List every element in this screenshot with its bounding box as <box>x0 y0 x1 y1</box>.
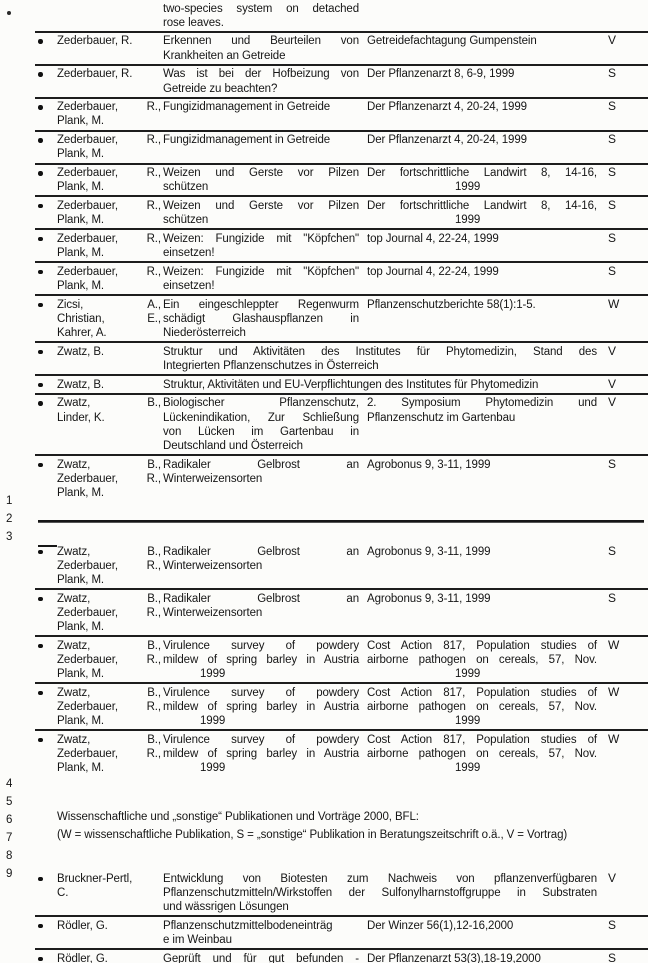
bullet-icon <box>38 72 43 77</box>
author-line: Plank, M. <box>57 247 105 260</box>
author-line: Zederbauer, R., <box>57 748 161 761</box>
source-cell <box>367 34 597 48</box>
title-line: Virulence survey of powdery <box>163 639 359 652</box>
table-row <box>35 590 648 637</box>
title-cell <box>163 34 359 62</box>
source-line: Der fortschrittliche Landwirt 8, 14-16, <box>367 199 597 212</box>
table-row <box>35 0 648 33</box>
bullet-icon <box>38 204 43 209</box>
bullet-cell <box>35 872 57 882</box>
author-line: Rödler, G. <box>57 952 108 963</box>
table-row <box>35 343 648 376</box>
title-line: schützen <box>163 214 209 227</box>
bullet-icon <box>38 383 43 388</box>
table-row <box>35 950 648 963</box>
title-line: Weizen: Fungizide mit "Köpfchen" <box>163 265 359 278</box>
title-line: Weizen: Fungizide mit "Köpfchen" <box>163 232 359 245</box>
author-line: Zederbauer, R., <box>57 653 161 666</box>
title-cell <box>163 639 359 682</box>
title-line: Radikaler Gelbrost an <box>163 545 359 558</box>
bullet-icon <box>38 39 43 44</box>
title-line: Lückenindikation, Zur Schließung <box>163 411 359 424</box>
title-line: Niederösterreich <box>163 327 246 340</box>
table-row <box>35 917 648 950</box>
page-break-divider-line <box>38 520 644 523</box>
title-line: 1999 <box>200 668 226 681</box>
title-cell <box>163 67 359 95</box>
title-line: Pflanzenschutzmittelbodeneinträg <box>163 919 333 932</box>
authors-cell <box>57 166 161 194</box>
source-line: airborne pathogen on cereals, 57, Nov. <box>367 701 597 714</box>
table-row <box>35 165 648 198</box>
title-cell <box>163 166 359 194</box>
title-line: schädigt Glashauspflanzen in <box>163 312 359 325</box>
bullet-cell <box>35 298 57 308</box>
publication-type-cell: S <box>608 230 616 245</box>
bullet-cell <box>35 34 57 44</box>
authors-cell <box>57 133 161 161</box>
publication-type-cell: S <box>608 950 616 963</box>
title-cell <box>163 133 359 147</box>
author-line: Plank, M. <box>57 762 105 775</box>
table-row <box>35 731 648 776</box>
publication-type-cell: W <box>608 637 620 652</box>
stray-bullet-mark <box>7 11 11 15</box>
publication-type-cell: V <box>608 395 616 410</box>
title-line: Deutschland und Österreich <box>163 439 303 452</box>
title-cell <box>163 396 359 453</box>
title-line: Pflanzenschutzmitteln/Wirkstoffen der Sulfonylharnstoffgruppe in Substraten <box>163 886 597 899</box>
author-line: Plank, M. <box>57 621 105 634</box>
author-line: Bruckner-Pertl, <box>57 872 133 885</box>
title-line: Weizen und Gerste vor Pilzen <box>163 167 359 180</box>
publication-type-cell: S <box>608 165 616 180</box>
source-cell <box>367 67 597 81</box>
title-cell <box>163 458 359 486</box>
title-cell <box>163 592 359 620</box>
title-cell <box>163 232 359 260</box>
bullet-icon <box>38 270 43 275</box>
source-line: Cost Action 817, Population studies of <box>367 639 597 652</box>
title-cell <box>163 919 359 947</box>
table-row <box>35 197 648 230</box>
margin-line-number: 2 <box>6 513 13 525</box>
margin-line-number: 7 <box>6 832 13 844</box>
author-line: Zederbauer, R., <box>57 199 161 212</box>
title-line: Virulence survey of powdery <box>163 686 359 699</box>
author-line: Zederbauer, R., <box>57 701 161 714</box>
table-row <box>35 263 648 296</box>
source-line: Der Pflanzenarzt 8, 6-9, 1999 <box>367 68 515 81</box>
author-line: Zwatz, B., <box>57 639 161 652</box>
source-cell <box>367 545 597 559</box>
author-line: Zwatz, B., <box>57 397 161 410</box>
authors-cell <box>57 232 161 260</box>
publication-type-cell: S <box>608 543 616 558</box>
table-row <box>35 395 648 456</box>
source-cell <box>367 265 597 279</box>
author-line: Plank, M. <box>57 181 105 194</box>
title-cell <box>163 733 359 776</box>
title-line: e im Weinbau <box>163 933 232 946</box>
source-cell <box>367 733 597 776</box>
bullet-icon <box>38 957 43 962</box>
authors-cell <box>57 378 161 392</box>
author-line: Christian, E., <box>57 312 161 325</box>
margin-line-number: 6 <box>6 814 13 826</box>
source-cell <box>367 686 597 729</box>
publications-table-2000 <box>35 870 648 963</box>
title-cell <box>163 298 359 341</box>
title-line: einsetzen! <box>163 247 215 260</box>
publication-type-cell: S <box>608 132 616 147</box>
source-line: Cost Action 817, Population studies of <box>367 686 597 699</box>
bullet-icon <box>38 138 43 143</box>
source-line: Pflanzenschutzberichte 58(1):1-5. <box>367 298 536 311</box>
margin-line-number: 8 <box>6 850 13 862</box>
author-line: Plank, M. <box>57 668 105 681</box>
author-line: Linder, K. <box>57 411 105 424</box>
title-line: two-species system on detached <box>163 2 359 15</box>
source-cell <box>367 166 597 194</box>
authors-cell <box>57 545 161 588</box>
authors-cell <box>57 34 161 48</box>
title-line: mildew of spring barley in Austria <box>163 653 359 666</box>
title-line: Radikaler Gelbrost an <box>163 458 359 471</box>
source-line: top Journal 4, 22-24, 1999 <box>367 232 499 245</box>
margin-line-numbers-top <box>6 492 12 546</box>
source-line: 1999 <box>455 668 481 681</box>
bullet-icon <box>38 644 43 649</box>
title-cell <box>163 100 359 114</box>
source-line: Agrobonus 9, 3-11, 1999 <box>367 458 491 471</box>
bullet-cell <box>35 919 57 929</box>
publications-table-1999 <box>35 0 648 501</box>
bullet-icon <box>38 738 43 743</box>
margin-line-number: 4 <box>6 778 13 790</box>
table-row <box>35 456 648 501</box>
source-cell <box>367 232 597 246</box>
title-line: einsetzen! <box>163 279 215 292</box>
bullet-cell <box>35 232 57 242</box>
author-line: Zederbauer, R. <box>57 35 133 48</box>
author-line: Zicsi, A., <box>57 298 161 311</box>
publication-type-cell: W <box>608 296 620 311</box>
author-line: Plank, M. <box>57 214 105 227</box>
source-line: 1999 <box>455 762 481 775</box>
publication-type-cell: S <box>608 590 616 605</box>
author-line: Zederbauer, R., <box>57 606 161 619</box>
source-line: Der fortschrittliche Landwirt 8, 14-16, <box>367 167 597 180</box>
authors-cell <box>57 396 161 424</box>
source-cell <box>367 458 597 472</box>
publications-table-1999-continued <box>35 543 648 777</box>
title-line: rose leaves. <box>163 16 224 29</box>
title-line: 1999 <box>200 715 226 728</box>
title-cell <box>163 686 359 729</box>
title-line: mildew of spring barley in Austria <box>163 701 359 714</box>
author-line: Zederbauer, R., <box>57 232 161 245</box>
title-line: Erkennen und Beurteilen von <box>163 35 359 48</box>
bullet-icon <box>38 463 43 468</box>
author-line: C. <box>57 886 69 899</box>
table-row <box>35 870 648 917</box>
author-line: Kahrer, A. <box>57 327 107 340</box>
source-cell <box>367 952 597 963</box>
authors-cell <box>57 100 161 128</box>
bullet-cell <box>35 100 57 110</box>
source-line: Der Pflanzenarzt 53(3),18-19,2000 <box>367 952 541 963</box>
bullet-icon <box>38 924 43 929</box>
bullet-icon <box>38 303 43 308</box>
title-line: 1999 <box>200 762 226 775</box>
source-line: 1999 <box>455 181 481 194</box>
publication-type-cell: S <box>608 99 616 114</box>
author-line: Plank, M. <box>57 279 105 292</box>
table-row <box>35 684 648 731</box>
title-cell <box>163 952 359 963</box>
source-line: Der Winzer 56(1),12-16,2000 <box>367 919 514 932</box>
bullet-icon <box>38 597 43 602</box>
bullet-cell <box>35 952 57 962</box>
publication-type-cell: W <box>608 731 620 746</box>
source-line: Cost Action 817, Population studies of <box>367 733 597 746</box>
source-line: Getreidefachtagung Gumpenstein <box>367 35 537 48</box>
title-line: Struktur und Aktivitäten des Institutes für Phytomedizin, Stand des <box>163 345 597 358</box>
title-line: Entwicklung von Biotesten zum Nachweis von pflanzenverfügbaren <box>163 872 597 885</box>
table-row <box>35 33 648 66</box>
publication-type-cell: V <box>608 343 616 358</box>
bullet-icon <box>38 350 43 355</box>
title-line: Weizen und Gerste vor Pilzen <box>163 199 359 212</box>
title-line: Fungizidmanagement in Getreide <box>163 101 331 114</box>
publication-type-cell: W <box>608 684 620 699</box>
authors-cell <box>57 265 161 293</box>
author-line: Zwatz, B. <box>57 345 105 358</box>
bullet-cell <box>35 378 57 388</box>
title-line: Krankheiten an Getreide <box>163 49 286 62</box>
title-cell <box>163 199 359 227</box>
title-cell <box>163 545 359 573</box>
publication-type-cell: S <box>608 263 616 278</box>
bullet-icon <box>38 691 43 696</box>
author-line: Plank, M. <box>57 715 105 728</box>
title-line: mildew of spring barley in Austria <box>163 748 359 761</box>
publication-type-cell: S <box>608 66 616 81</box>
title-cell <box>163 265 359 293</box>
publication-type-cell: V <box>608 33 616 48</box>
author-line: Plank, M. <box>57 148 105 161</box>
authors-cell <box>57 639 161 682</box>
author-line: Zwatz, B., <box>57 686 161 699</box>
title-cell <box>163 378 597 392</box>
source-cell <box>367 100 597 114</box>
bullet-cell <box>35 592 57 602</box>
title-line: Winterweizensorten <box>163 606 263 619</box>
bullet-cell <box>35 67 57 77</box>
title-line: Biologischer Pflanzenschutz, <box>163 397 359 410</box>
title-cell <box>163 872 597 915</box>
bullet-icon <box>38 877 43 882</box>
authors-cell <box>57 733 161 776</box>
title-line: Winterweizensorten <box>163 559 263 572</box>
source-line: top Journal 4, 22-24, 1999 <box>367 265 499 278</box>
source-line: 2. Symposium Phytomedizin und <box>367 397 597 410</box>
bullet-cell <box>35 166 57 176</box>
author-line: Zederbauer, R., <box>57 559 161 572</box>
bullet-icon <box>38 237 43 242</box>
authors-cell <box>57 199 161 227</box>
title-line: Geprüft und für gut befunden - <box>163 952 359 963</box>
margin-line-numbers-bottom <box>6 775 12 883</box>
source-line: Der Pflanzenarzt 4, 20-24, 1999 <box>367 134 527 147</box>
table-row <box>35 99 648 132</box>
author-line: Zwatz, B., <box>57 592 161 605</box>
source-cell <box>367 298 597 312</box>
bullet-cell <box>35 686 57 696</box>
source-line: Agrobonus 9, 3-11, 1999 <box>367 592 491 605</box>
author-line: Zederbauer, R., <box>57 472 161 485</box>
margin-line-number: 5 <box>6 796 13 808</box>
table-row <box>35 230 648 263</box>
authors-cell <box>57 345 161 359</box>
title-line: Virulence survey of powdery <box>163 733 359 746</box>
bullet-cell <box>35 265 57 275</box>
publication-type-cell: S <box>608 197 616 212</box>
authors-cell <box>57 686 161 729</box>
source-line: 1999 <box>455 715 481 728</box>
source-cell <box>367 199 597 227</box>
bullet-icon <box>38 105 43 110</box>
publication-type-cell: S <box>608 456 616 471</box>
title-line: Winterweizensorten <box>163 472 263 485</box>
title-line: schützen <box>163 181 209 194</box>
source-line: airborne pathogen on cereals, 57, Nov. <box>367 653 597 666</box>
author-line: Zederbauer, R. <box>57 68 133 81</box>
bullet-cell <box>35 639 57 649</box>
table-row <box>35 132 648 165</box>
source-line: Pflanzenschutz im Gartenbau <box>367 411 516 424</box>
title-cell <box>163 345 597 373</box>
source-cell <box>367 396 597 424</box>
source-cell <box>367 592 597 606</box>
bullet-cell <box>35 345 57 355</box>
author-line: Zwatz, B., <box>57 733 161 746</box>
author-line: Zwatz, B., <box>57 458 161 471</box>
source-line: 1999 <box>455 214 481 227</box>
author-line: Zederbauer, R., <box>57 265 161 278</box>
section-heading: Wissenschaftliche und „sonstige“ Publikationen und Vorträge 2000, BFL: <box>57 811 419 823</box>
bullet-icon <box>38 401 43 406</box>
source-line: Agrobonus 9, 3-11, 1999 <box>367 545 491 558</box>
source-cell <box>367 133 597 147</box>
bullet-cell <box>35 458 57 468</box>
bullet-icon <box>38 171 43 176</box>
table-row <box>35 376 648 395</box>
bullet-cell <box>35 199 57 209</box>
author-line: Plank, M. <box>57 573 105 586</box>
publication-type-cell: V <box>608 870 616 885</box>
author-line: Zederbauer, R., <box>57 134 161 147</box>
title-line: von Lücken im Gartenbau in <box>163 425 359 438</box>
table-row <box>35 543 648 590</box>
author-line: Zederbauer, R., <box>57 167 161 180</box>
author-line: Zederbauer, R., <box>57 101 161 114</box>
title-line: Struktur, Aktivitäten und EU-Verpflichtungen des Institutes für Phytomedizin <box>163 378 539 391</box>
bullet-cell <box>35 133 57 143</box>
bullet-icon <box>38 550 43 555</box>
title-line: Fungizidmanagement in Getreide <box>163 134 331 147</box>
authors-cell <box>57 458 161 501</box>
author-line: Plank, M. <box>57 115 105 128</box>
author-line: Zwatz, B., <box>57 545 161 558</box>
source-line: Der Pflanzenarzt 4, 20-24, 1999 <box>367 101 527 114</box>
source-cell <box>367 639 597 682</box>
title-line: Integrierten Pflanzenschutzes in Österreich <box>163 359 379 372</box>
title-line: Was ist bei der Hofbeizung von <box>163 68 359 81</box>
authors-cell <box>57 952 161 963</box>
bullet-cell <box>35 545 57 555</box>
bullet-cell <box>35 733 57 743</box>
authors-cell <box>57 67 161 81</box>
authors-cell <box>57 872 161 900</box>
bullet-cell <box>35 396 57 406</box>
title-line: Ein eingeschleppter Regenwurm <box>163 298 359 311</box>
author-line: Zwatz, B. <box>57 378 105 391</box>
title-cell <box>163 2 359 30</box>
author-line: Rödler, G. <box>57 919 108 932</box>
table-row <box>35 637 648 684</box>
authors-cell <box>57 919 161 933</box>
publication-type-cell: V <box>608 376 616 391</box>
publication-type-cell: S <box>608 917 616 932</box>
authors-cell <box>57 592 161 635</box>
author-line: Plank, M. <box>57 487 105 500</box>
margin-line-number: 9 <box>6 868 13 880</box>
section-legend: (W = wissenschaftliche Publikation, S = „sonstige“ Publikation in Beratungszeitschrift o.ä., V = Vortrag) <box>57 829 568 841</box>
margin-line-number: 3 <box>6 531 13 543</box>
source-line: airborne pathogen on cereals, 57, Nov. <box>367 748 597 761</box>
table-row <box>35 66 648 99</box>
source-cell <box>367 919 597 933</box>
authors-cell <box>57 298 161 341</box>
table-row <box>35 296 648 343</box>
title-line: und wässrigen Lösungen <box>163 900 289 913</box>
margin-line-number: 1 <box>6 495 13 507</box>
title-line: Getreide zu beachten? <box>163 82 278 95</box>
title-line: Radikaler Gelbrost an <box>163 592 359 605</box>
